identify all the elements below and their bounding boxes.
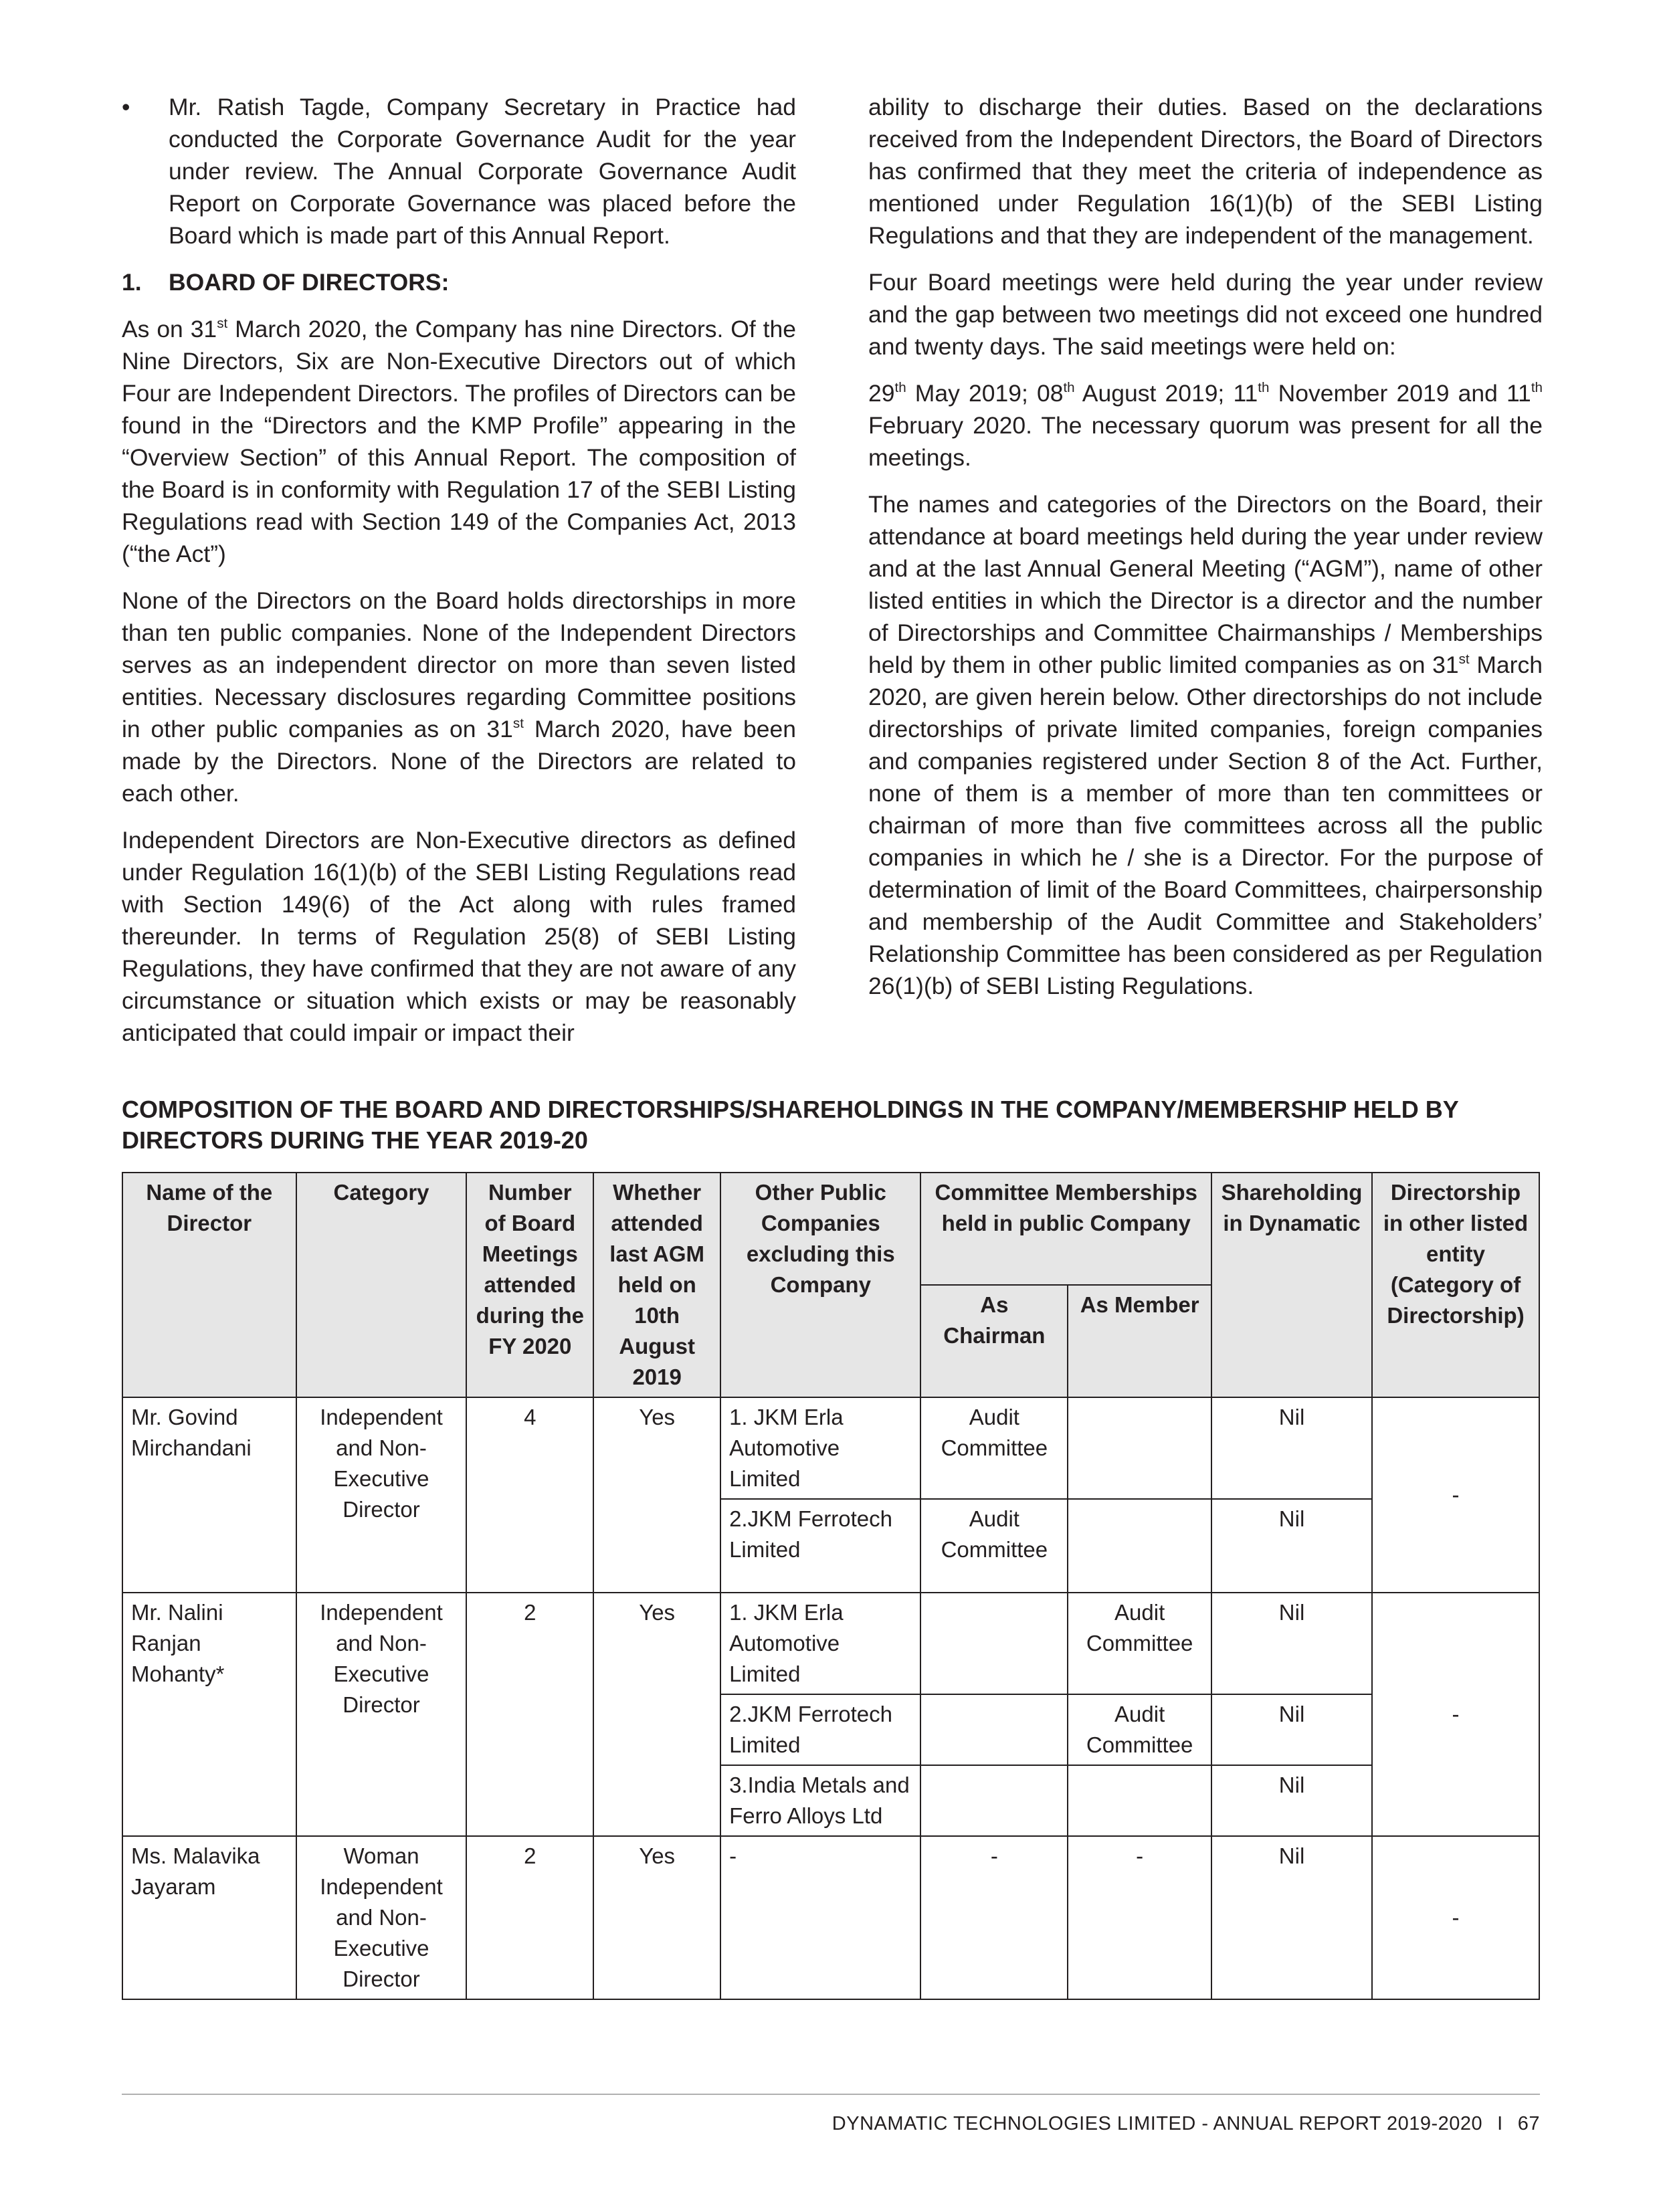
table-title: COMPOSITION OF THE BOARD AND DIRECTORSHIPS/SHAREHOLDINGS IN THE COMPANY/MEMBERSHIP HELD BY DIRECTORS DURING THE YEAR 2019-20 <box>122 1096 1459 1154</box>
bullet-item <box>122 91 796 252</box>
right-column <box>868 91 1543 1017</box>
as-member <box>1068 1397 1211 1499</box>
paragraph: ability to discharge their duties. Based on the declarations received from the Independent Directors, the Board of Directors has confirmed that they meet the criteria of independence as mentioned under Regulation 16(1)(b) of the SEBI Listing Regulations and that they are independent of the management. <box>868 94 1543 249</box>
paragraph: As on 31st March 2020, the Company has nine Directors. Of the Nine Directors, Six are Non-Executive Directors out of which Four are Independent Directors. The profiles of Directors can be found in the “Directors and the KMP Profile” appearing in the “Overview Section” of this Annual Report. The composition of the Board is in conformity with Regulation 17 of the SEBI Listing Regulations read with Section 149 of the Companies Act, 2013 (“the Act”) <box>122 316 796 567</box>
shareholding: Nil <box>1211 1397 1372 1499</box>
header-category: Category <box>296 1173 467 1397</box>
agm-attended: Yes <box>593 1397 720 1593</box>
as-chairman <box>920 1694 1068 1765</box>
header-agm: Whether attended last AGM held on 10th August 2019 <box>593 1173 720 1397</box>
other-company: 2.JKM Ferrotech Limited <box>720 1694 920 1765</box>
table-row <box>122 1397 1539 1499</box>
paragraph: Four Board meetings were held during the year under review and the gap between two meetings did not exceed one hundred and twenty days. The said meetings were held on: <box>868 269 1543 360</box>
as-chairman <box>920 1593 1068 1694</box>
directorship: - <box>1372 1397 1539 1593</box>
as-member <box>1068 1765 1211 1836</box>
director-name: Mr. Nalini Ranjan Mohanty* <box>122 1593 296 1836</box>
left-column <box>122 91 796 1064</box>
meetings-attended: 2 <box>466 1593 593 1836</box>
shareholding: Nil <box>1211 1593 1372 1694</box>
as-chairman <box>920 1765 1068 1836</box>
meetings-attended: 4 <box>466 1397 593 1593</box>
as-member: Audit Committee <box>1068 1593 1211 1694</box>
as-chairman: - <box>920 1836 1068 1999</box>
paragraph: The names and categories of the Directors on the Board, their attendance at board meetings held during the year under review and at the last Annual General Meeting (“AGM”), name of other listed entities in which the Director is a director and the number of Directorships and Committee Chairmanships / Memberships held by them in other public limited companies as on 31st March 2020, are given herein below. Other directorships do not include directorships of private limited companies, foreign companies and companies registered under Section 8 of the Act. Further, none of them is a member of more than ten committees or chairman of more than five committees across all the public companies in which he / she is a Director. For the purpose of determination of limit of the Board Committees, chairpersonship and membership of the Audit Committee and Stakeholders’ Relationship Committee has been considered as per Regulation 26(1)(b) of SEBI Listing Regulations. <box>868 491 1543 999</box>
agm-attended: Yes <box>593 1836 720 1999</box>
other-company: 1. JKM Erla Automotive Limited <box>720 1593 920 1694</box>
header-directorship: Directorship in other listed entity (Category of Directorship) <box>1372 1173 1539 1397</box>
other-company: 2.JKM Ferrotech Limited <box>720 1499 920 1593</box>
paragraph: None of the Directors on the Board holds directorships in more than ten public companies. None of the Independent Directors serves as an independent director on more than seven listed entities. Necessary disclosures regarding Committee positions in other public companies as on 31st March 2020, have been made by the Directors. None of the Directors are related to each other. <box>122 587 797 807</box>
footer-title: DYNAMATIC TECHNOLOGIES LIMITED - ANNUAL REPORT 2019-2020 <box>832 2113 1483 2134</box>
table-row <box>122 1593 1539 1694</box>
heading-number: 1. <box>122 269 142 296</box>
other-company: 1. JKM Erla Automotive Limited <box>720 1397 920 1499</box>
bullet-icon: • <box>122 94 130 120</box>
section-heading <box>122 266 796 298</box>
as-member: Audit Committee <box>1068 1694 1211 1765</box>
as-chairman: Audit Committee <box>920 1499 1068 1593</box>
footer-separator: I <box>1497 2113 1503 2134</box>
director-category: Woman Independent and Non-Executive Director <box>296 1836 467 1999</box>
meetings-attended: 2 <box>466 1836 593 1999</box>
page-number: 67 <box>1517 2113 1540 2134</box>
directorship: - <box>1372 1836 1539 1999</box>
as-member: - <box>1068 1836 1211 1999</box>
header-shareholding: Shareholding in Dynamatic <box>1211 1173 1372 1397</box>
shareholding: Nil <box>1211 1499 1372 1593</box>
other-company: - <box>720 1836 920 1999</box>
directorship: - <box>1372 1593 1539 1836</box>
header-as-member: As Member <box>1068 1285 1211 1397</box>
director-category: Independent and Non-Executive Director <box>296 1397 467 1593</box>
header-meetings: Number of Board Meetings attended during the FY 2020 <box>466 1173 593 1397</box>
header-committee: Committee Memberships held in public Company <box>920 1173 1211 1285</box>
header-as-chairman: As Chairman <box>920 1285 1068 1397</box>
page-footer <box>122 2112 1540 2136</box>
header-name: Name of the Director <box>122 1173 296 1397</box>
director-name: Ms. Malavika Jayaram <box>122 1836 296 1999</box>
as-chairman: Audit Committee <box>920 1397 1068 1499</box>
shareholding: Nil <box>1211 1836 1372 1999</box>
director-name: Mr. Govind Mirchandani <box>122 1397 296 1593</box>
paragraph: Independent Directors are Non-Executive directors as defined under Regulation 16(1)(b) of the SEBI Listing Regulations read with Section 149(6) of the Act along with rules framed thereunder. In terms of Regulation 25(8) of SEBI Listing Regulations, they have confirmed that they are not aware of any circumstance or situation which exists or may be reasonably anticipated that could impair or impact their <box>122 827 796 1046</box>
board-composition-table <box>122 1172 1540 2000</box>
as-member <box>1068 1499 1211 1593</box>
agm-attended: Yes <box>593 1593 720 1836</box>
other-company: 3.India Metals and Ferro Alloys Ltd <box>720 1765 920 1836</box>
shareholding: Nil <box>1211 1694 1372 1765</box>
table-row <box>122 1836 1539 1999</box>
bullet-text: Mr. Ratish Tagde, Company Secretary in Practice had conducted the Corporate Governance Audit for the year under review. The Annual Corporate Governance Audit Report on Corporate Governance was placed before the Board which is made part of this Annual Report. <box>169 94 796 249</box>
shareholding: Nil <box>1211 1765 1372 1836</box>
header-other-public: Other Public Companies excluding this Company <box>720 1173 920 1397</box>
meeting-dates: 29th May 2019; 08th August 2019; 11th November 2019 and 11th February 2020. The necessary quorum was present for all the meetings. <box>868 380 1543 471</box>
footer-divider <box>122 2094 1540 2095</box>
heading-text: BOARD OF DIRECTORS: <box>169 269 450 296</box>
director-category: Independent and Non-Executive Director <box>296 1593 467 1836</box>
